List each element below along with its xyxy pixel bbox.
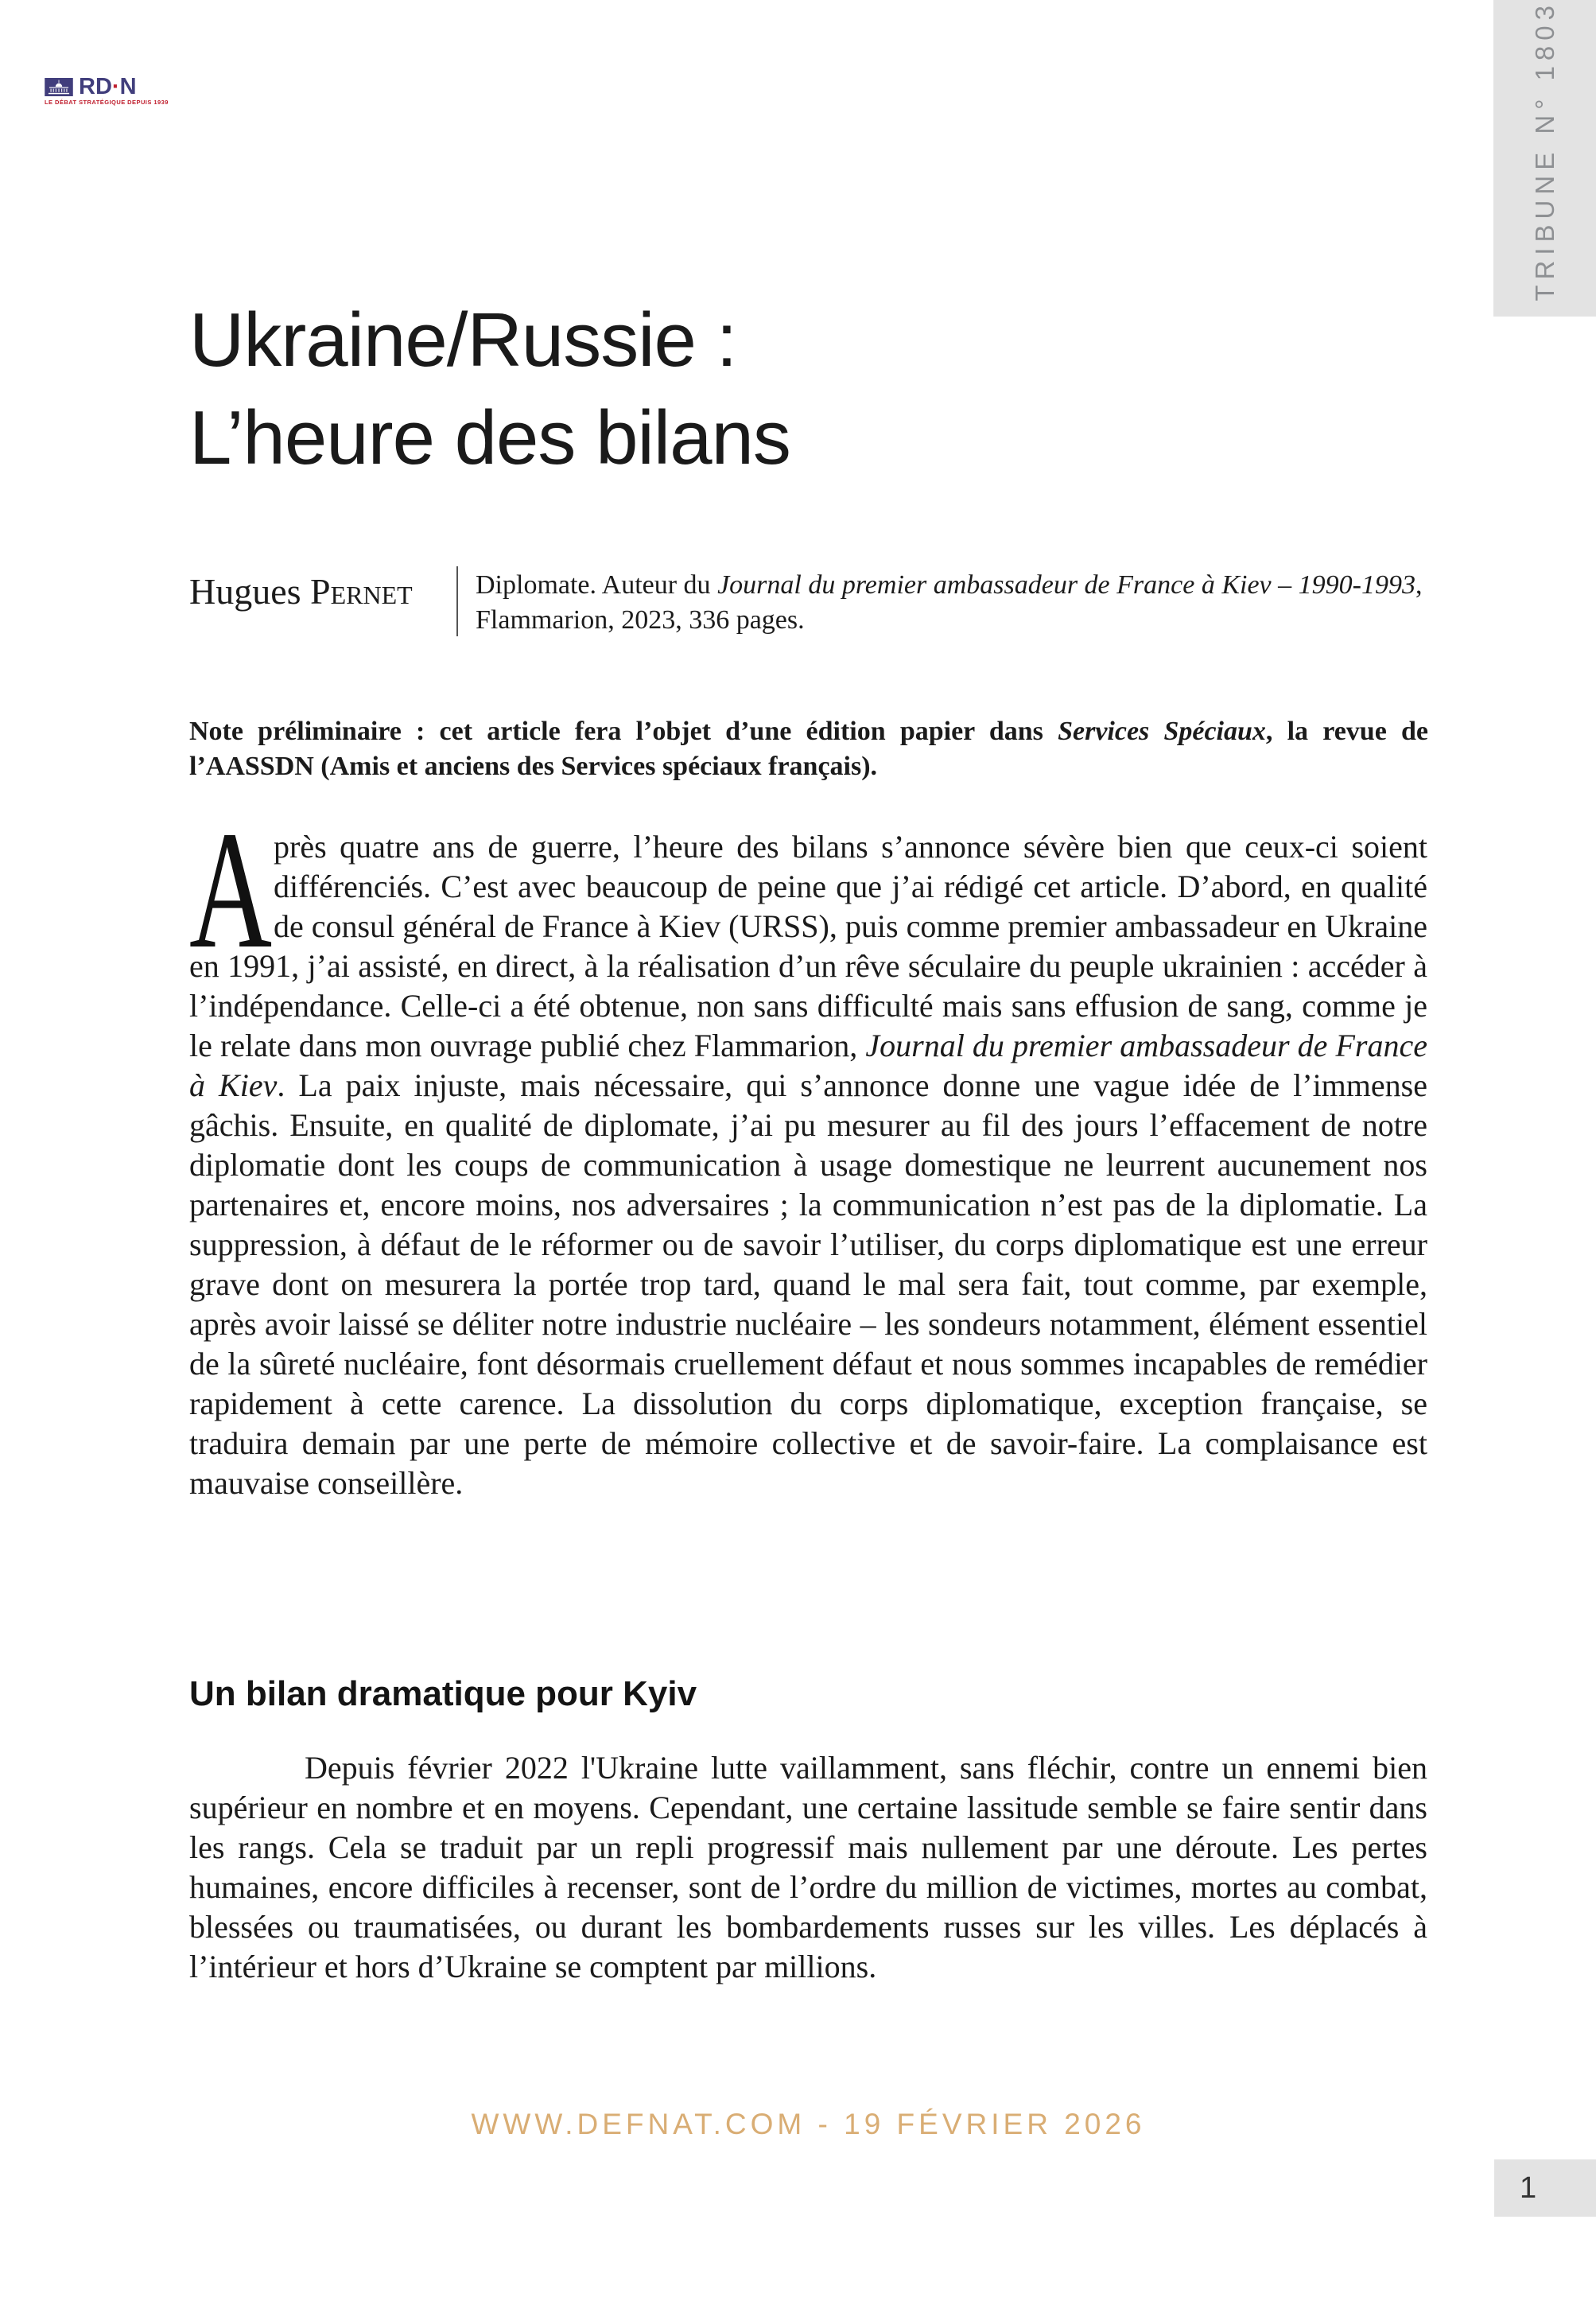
author-name: Hugues Pernet [189, 571, 413, 612]
ecole-militaire-building-icon [45, 78, 73, 96]
page-number: 1 [1520, 2171, 1537, 2205]
paragraph-1 [189, 796, 1427, 1503]
drop-cap: A [189, 796, 273, 983]
title-line-1: Ukraine/Russie : [189, 297, 737, 383]
paragraph-1-text: près quatre ans de guerre, l’heure des bilans s’annonce sévère bien que ceux-ci soient différenciés. C’est avec beaucoup de peine que j’ai rédigé cet article. D’abord, en qualité de consul général de France à Kiev (URSS), puis comme premier ambassadeur en Ukraine en 1991, j’ai assisté, en direct, à la réalisation d’un rêve séculaire du peuple ukrainien : accéder à l’indépendance. Celle-ci a été obtenue, non sans difficulté mais sans effusion de sang, comme je le relate dans mon ouvrage publié chez Flammarion, Journal du premier ambassadeur de France à Kiev. La paix injuste, mais nécessaire, qui s’annonce donne une vague idée de l’immense gâchis. Ensuite, en qualité de diplomate, j’ai pu mesurer au fil des jours l’effacement de notre diplomatie dont les coups de communication à usage domestique ne leurrent aucunement nos partenaires et, encore moins, nos adversaires ; la communication n’est pas de la diplomatie. La suppression, à défaut de le réformer ou de savoir l’utiliser, du corps diplomatique est une erreur grave dont on mesurera la portée trop tard, quand le mal sera fait, tout comme, par exemple, après avoir laissé se déliter notre industrie nucléaire – les sondeurs notamment, élément essentiel de la sûreté nucléaire, font désormais cruellement défaut et nous sommes incapables de remédier rapidement à cette carence. La dissolution du corps diplomatique, exception française, se traduira demain par une perte de mémoire collective et de savoir-faire. La complaisance est mauvaise conseillère. [189, 829, 1427, 1501]
page-title [189, 291, 1430, 487]
title-line-2: L’heure des bilans [189, 395, 790, 480]
author-bio: Diplomate. Auteur du Journal du premier ambassadeur de France à Kiev – 1990-1993, Flammarion, 2023, 336 pages. [476, 570, 1423, 635]
page-number-box [1494, 2159, 1596, 2217]
section-heading: Un bilan dramatique pour Kyiv [189, 1674, 697, 1713]
rdn-acronym: RD·N [79, 74, 137, 99]
tribune-number-label: TRIBUNE N° 1803 [1529, 0, 1559, 301]
rdn-logo-row [45, 74, 169, 99]
author-block [189, 566, 1431, 638]
rdn-tagline: LE DÉBAT STRATÉGIQUE DEPUIS 1939 [45, 99, 169, 106]
author-divider [456, 566, 458, 636]
preliminary-note: Note préliminaire : cet article fera l’objet d’une édition papier dans Services Spéciaux, la revue de l’AASSDN (Amis et anciens des Services spéciaux français). [189, 717, 1428, 781]
footer-site-date: WWW.DEFNAT.COM - 19 FÉVRIER 2026 [471, 2108, 1146, 2140]
tribune-band [1493, 0, 1596, 317]
rdn-logo [45, 74, 169, 106]
paragraph-2: Depuis février 2022 l'Ukraine lutte vaillamment, sans fléchir, contre un ennemi bien supérieur en nombre et en moyens. Cependant, une certaine lassitude semble se faire sentir dans les rangs. Cela se traduit par un repli progressif mais nullement par une déroute. Les pertes humaines, encore difficiles à recenser, sont de l’ordre du million de victimes, mortes au combat, blessées ou traumatisées, ou durant les bombardements russes sur les villes. Les déplacés à l’intérieur et hors d’Ukraine se comptent par millions. [189, 1750, 1427, 1984]
